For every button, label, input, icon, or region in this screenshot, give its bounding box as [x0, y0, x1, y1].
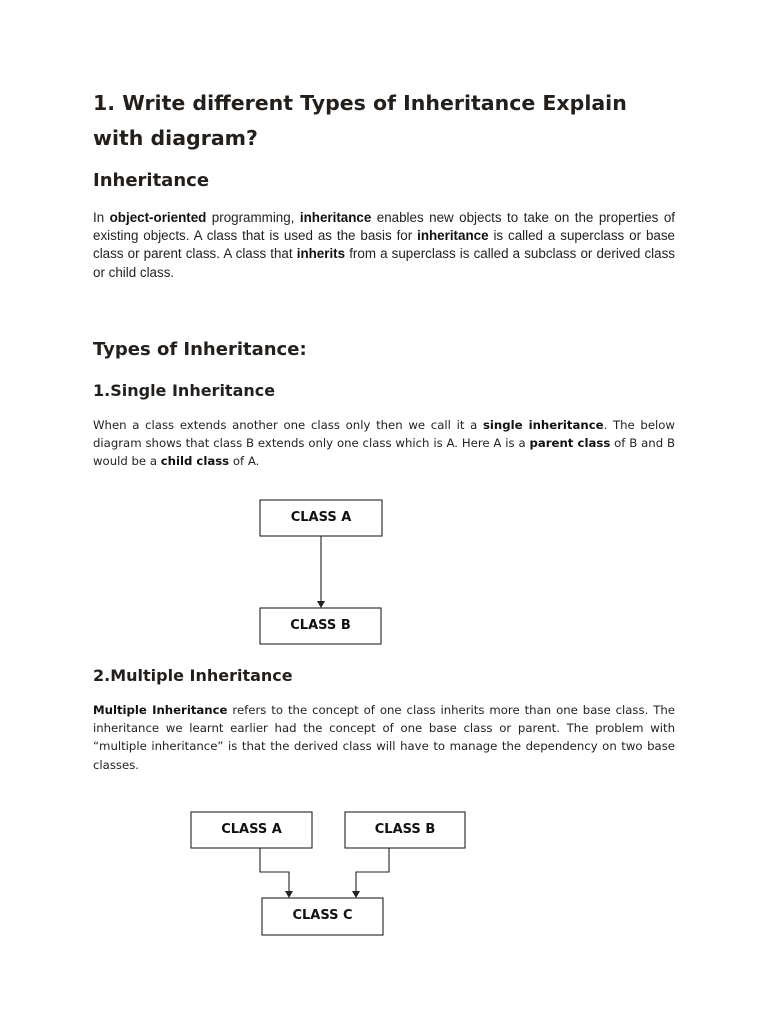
multiple-node-class-c — [262, 898, 383, 935]
inheritance-paragraph: In object-oriented programming, inheritance enables new objects to take on the properties of existing objects. A class that is used as the basis for inheritance is called a superclass or base class or parent class. A class that inherits from a superclass is called a subclass or derived class or child class. — [93, 210, 675, 280]
multiple-arrowhead-a — [285, 891, 293, 898]
multiple-arrowhead-b — [352, 891, 360, 898]
single-node-class-a-label: CLASS A — [290, 510, 352, 525]
multiple-edge-a-to-c — [260, 848, 289, 892]
multiple-node-class-b — [345, 812, 465, 848]
types-heading: Types of Inheritance: — [93, 339, 307, 360]
multiple-edge-b-to-c — [356, 848, 389, 892]
multiple-inheritance-paragraph: Multiple Inheritance refers to the concept of one class inherits more than one base class. The inheritance we learnt earlier had the concept of one base class or parent. The problem with “multiple inheritance” is that the derived class will have to manage the dependency on two base classes. — [93, 703, 675, 772]
multiple-inheritance-heading: 2.Multiple Inheritance — [93, 666, 293, 685]
single-inheritance-paragraph: When a class extends another one class only then we call it a single inheritance. The below diagram shows that class B extends only one class which is A. Here A is a parent class of B and B would be a child class of A. — [93, 418, 676, 469]
inheritance-heading: Inheritance — [93, 170, 210, 191]
single-node-class-b-label: CLASS B — [290, 618, 351, 633]
multiple-node-class-b-label: CLASS B — [374, 822, 436, 837]
multiple-node-class-a-label: CLASS A — [221, 822, 282, 837]
multiple-node-class-a — [191, 812, 312, 848]
page-title: 1. Write different Types of Inheritance Explain with diagram? — [93, 91, 627, 150]
multiple-node-class-c-label: CLASS C — [292, 908, 353, 923]
single-inheritance-heading: 1.Single Inheritance — [93, 381, 276, 400]
